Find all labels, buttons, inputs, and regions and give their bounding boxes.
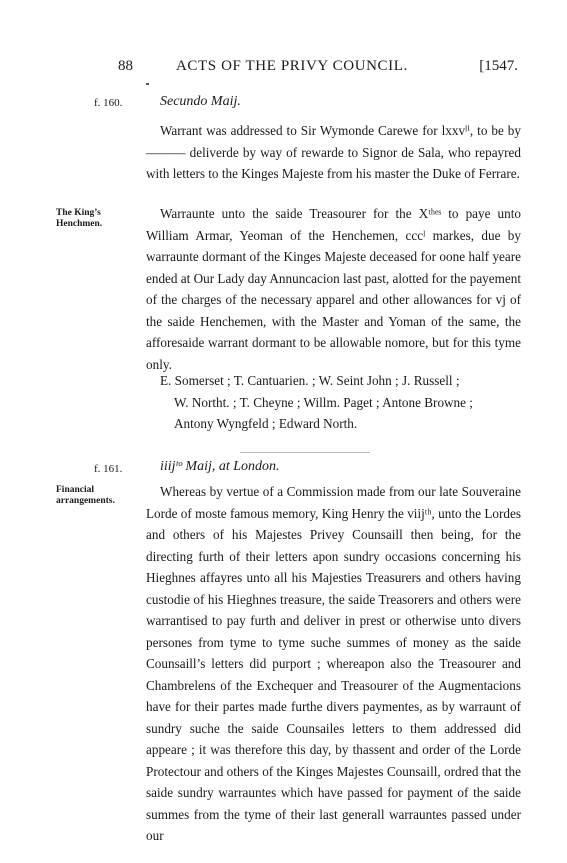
signatory-line: E. Somerset ; T. Cantuarien. ; W. Seint John ; J. Russell ; — [160, 373, 460, 388]
print-speck — [146, 83, 149, 85]
folio-marker: f. 160. — [94, 97, 123, 109]
signatory-line: W. Northt. ; T. Cheyne ; Willm. Paget ; Antone Browne ; — [174, 394, 473, 410]
entry-paragraph: Warrant was addressed to Sir Wymonde Carewe for lxxvˡⁱ, to be by ——— deliverde by way of rewarde to Signor de Sala, who repayred with letters to the Kinges Majeste from his master the Duke of Ferrare. — [146, 123, 521, 181]
running-header — [118, 58, 518, 80]
signatories — [160, 370, 523, 435]
entry-paragraph: Warraunte unto the saide Treasourer for the Xᵗʰᵉˢ to paye unto William Armar, Yeoman of the Henchemen, cccˡ markes, due by warraunte dormant of the Kinges Majeste deceased for oone half yeare ended at Our Lady day Annuncacion last past, alotted for the payement of the charges of the necessary apparel and other allowances for vj of the saide Henchemen, with the Master and Yoman of the same, the afforesaide warrant dormant to be allowable nomore, but for this tyme only. — [146, 206, 521, 372]
folio-marker: f. 161. — [94, 463, 123, 475]
running-title: ACTS OF THE PRIVY COUNCIL. — [176, 58, 408, 74]
entry-paragraph: Whereas by vertue of a Commission made from our late Souveraine Lorde of moste famous memory, King Henry the viijᵗʰ, unto the Lordes and others of his Majestes Privey Counsaill then being, for the directing furth of their letters apon sundry occasions concerning his Hieghnes affayres unto all his Majesties Treasurers and others having custodie of his Hieghnes treasure, the saide Treasorers and others were warrantised to pay furth and deliver in prest or otherwise unto divers persones from tyme to tyme suche summes of money as the saide Counsaill’s letters did purport ; whereapon also the Treasourer and Chambrelens of the Exchequer and Treasourer of the Augmentacions have for their partes made furthe divers paymentes, as by warraunt of sundry suche the saide Counsailes letters to them addressed did appeare ; it was therefore this day, by thassent and order of the Lorde Protectour and others of the Kinges Majestes Counsaill, ordred that the saide sundry warrauntes which have passed for payment of the saide summes from the tyme of their last generall warrauntes passed under our — [146, 484, 521, 843]
entry-date: Secundo Maij. — [160, 94, 241, 109]
section-divider — [240, 452, 370, 453]
page-number: 88 — [118, 58, 133, 74]
header-year: [1547. — [479, 58, 518, 74]
margin-note: Financial arrangements. — [56, 485, 115, 506]
signatory-line: Antony Wyngfeld ; Edward North. — [174, 416, 358, 431]
margin-note: The King’s Henchmen. — [56, 208, 103, 229]
entry-date: iiijᵗᵒ Maij, at London. — [160, 459, 280, 474]
